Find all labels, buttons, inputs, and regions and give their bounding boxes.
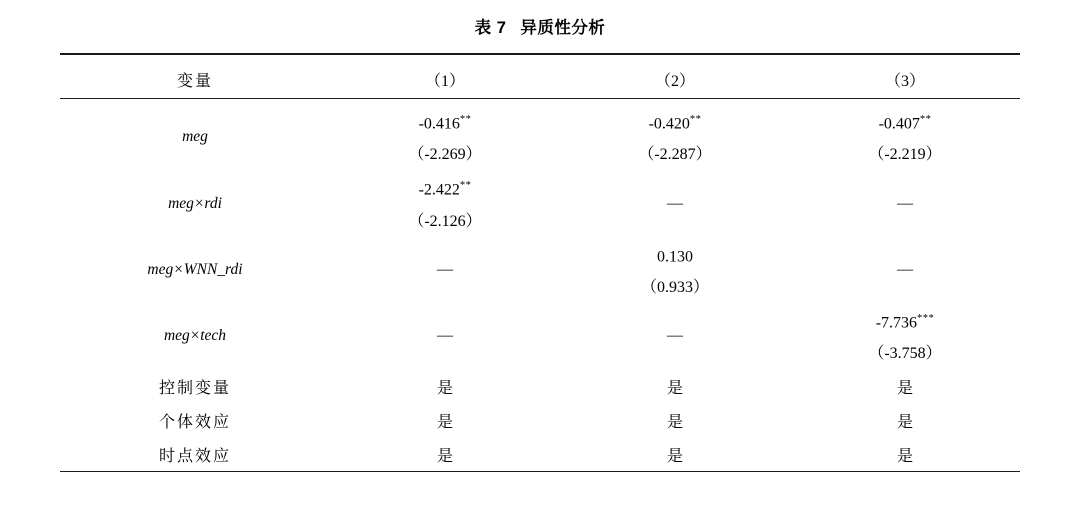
cell-meg-rdi-model-1 bbox=[330, 170, 560, 236]
column-header-model-3: （3） bbox=[884, 72, 925, 90]
significance-stars: ** bbox=[459, 180, 472, 192]
coefficient-tstat: （-2.126） bbox=[408, 212, 482, 230]
row-label-meg-tech bbox=[60, 303, 330, 369]
empty-dash: — bbox=[667, 194, 683, 212]
table-row bbox=[60, 369, 1020, 403]
table-caption-title: 异质性分析 bbox=[520, 19, 606, 37]
table-row bbox=[60, 403, 1020, 437]
cell-time-model-1: 是 bbox=[436, 447, 453, 465]
significance-stars: *** bbox=[917, 313, 935, 325]
row-label-meg-wnn-rdi bbox=[60, 237, 330, 303]
cell-individual-model-3: 是 bbox=[896, 413, 913, 431]
cell-meg-tech-model-1 bbox=[330, 303, 560, 369]
rule-cell-4 bbox=[790, 472, 1020, 478]
table-caption-number: 表 7 bbox=[474, 19, 507, 37]
column-header-model-1: （1） bbox=[424, 72, 465, 90]
cell-meg-rdi-model-2 bbox=[560, 170, 790, 236]
coefficient-estimate: -0.416** bbox=[418, 114, 472, 133]
cell-individual-model-1: 是 bbox=[436, 413, 453, 431]
cell-meg-wnn-rdi-model-1 bbox=[330, 237, 560, 303]
table-row bbox=[60, 104, 1020, 170]
column-header-variable: 变量 bbox=[176, 72, 213, 90]
empty-dash: — bbox=[437, 327, 453, 345]
rule-cell-2 bbox=[330, 472, 560, 478]
significance-stars: ** bbox=[689, 114, 702, 126]
heterogeneity-analysis-table bbox=[60, 53, 1020, 477]
row-label-meg bbox=[60, 104, 330, 170]
empty-dash: — bbox=[437, 260, 453, 278]
rule-cell-1 bbox=[60, 472, 330, 478]
empty-dash: — bbox=[667, 327, 683, 345]
cell-meg-rdi-model-3 bbox=[790, 170, 1020, 236]
coefficient-estimate: -7.736*** bbox=[875, 313, 935, 332]
rule-cell-3 bbox=[560, 472, 790, 478]
table-row bbox=[60, 237, 1020, 303]
coefficient-estimate: 0.130 bbox=[657, 248, 693, 266]
variable-name: meg bbox=[182, 128, 208, 146]
coefficient-estimate: -0.407** bbox=[878, 114, 932, 133]
coefficient-tstat: （-2.287） bbox=[638, 146, 712, 164]
significance-stars: ** bbox=[919, 114, 932, 126]
coefficient-tstat: （-2.269） bbox=[408, 146, 482, 164]
cell-meg-model-3 bbox=[790, 104, 1020, 170]
paper-table-page bbox=[0, 17, 1080, 525]
cell-control-model-3: 是 bbox=[896, 379, 913, 397]
cell-meg-model-2 bbox=[560, 104, 790, 170]
row-label-individual-effects: 个体效应 bbox=[158, 413, 231, 431]
row-label-time-effects: 时点效应 bbox=[158, 447, 231, 465]
table-row bbox=[60, 303, 1020, 369]
cell-meg-wnn-rdi-model-3 bbox=[790, 237, 1020, 303]
cell-meg-model-1 bbox=[330, 104, 560, 170]
cell-control-model-1: 是 bbox=[436, 379, 453, 397]
coefficient-tstat: （-3.758） bbox=[868, 345, 942, 363]
cell-time-model-2: 是 bbox=[666, 447, 683, 465]
cell-control-model-2: 是 bbox=[666, 379, 683, 397]
cell-meg-tech-model-2 bbox=[560, 303, 790, 369]
cell-meg-tech-model-3 bbox=[790, 303, 1020, 369]
table-bottom-rule bbox=[60, 472, 1020, 478]
variable-name: meg×WNN_rdi bbox=[147, 260, 243, 278]
variable-name: meg×tech bbox=[163, 327, 227, 345]
table-caption bbox=[0, 17, 1080, 40]
coefficient-estimate: -2.422** bbox=[418, 180, 472, 199]
coefficient-tstat: （-2.219） bbox=[868, 146, 942, 164]
empty-dash: — bbox=[897, 194, 913, 212]
cell-individual-model-2: 是 bbox=[666, 413, 683, 431]
coefficient-tstat: （0.933） bbox=[640, 279, 709, 297]
table-header-row bbox=[60, 60, 1020, 99]
row-label-meg-rdi bbox=[60, 170, 330, 236]
cell-time-model-3: 是 bbox=[896, 447, 913, 465]
coefficient-estimate: -0.420** bbox=[648, 114, 702, 133]
empty-dash: — bbox=[897, 260, 913, 278]
significance-stars: ** bbox=[459, 114, 472, 126]
row-label-control-variables: 控制变量 bbox=[158, 379, 231, 397]
table-row bbox=[60, 170, 1020, 236]
column-header-model-2: （2） bbox=[654, 72, 695, 90]
cell-meg-wnn-rdi-model-2 bbox=[560, 237, 790, 303]
variable-name: meg×rdi bbox=[168, 194, 222, 212]
table-row bbox=[60, 437, 1020, 472]
